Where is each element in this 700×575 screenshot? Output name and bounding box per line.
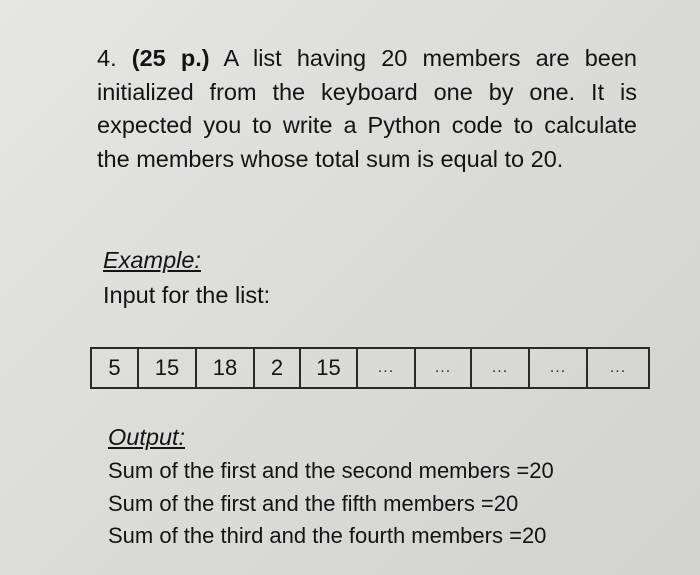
- input-label: Input for the list:: [103, 282, 271, 308]
- output-line: Sum of the first and the second members =20: [108, 458, 554, 483]
- list-cell-ellipsis: ...: [415, 348, 471, 388]
- list-cell: 15: [138, 348, 196, 388]
- list-cell-ellipsis: ...: [357, 348, 415, 388]
- list-cell: 5: [91, 348, 138, 388]
- input-list-row: [91, 348, 649, 388]
- question-number: 4.: [97, 45, 117, 71]
- list-cell: 18: [196, 348, 254, 388]
- question-points: (25 p.): [131, 45, 210, 71]
- output-line: Sum of the first and the fifth members =20: [108, 490, 519, 516]
- list-cell-ellipsis: ...: [587, 348, 649, 388]
- list-cell: 2: [254, 348, 300, 388]
- list-cell: 15: [300, 348, 357, 388]
- output-heading: Output:: [108, 424, 186, 450]
- input-list-table: [90, 347, 650, 389]
- example-heading: Example:: [103, 247, 201, 273]
- output-line: Sum of the third and the fourth members =20: [108, 523, 547, 548]
- list-cell-ellipsis: ...: [471, 348, 529, 388]
- question-body: A list having 20 members are been initialized from the keyboard one by one. It is expected you to write a Python code to calculate the members whose total sum is equal to 20.: [97, 45, 638, 172]
- question-text: [97, 42, 637, 176]
- output-lines: [108, 455, 554, 553]
- list-cell-ellipsis: ...: [529, 348, 587, 388]
